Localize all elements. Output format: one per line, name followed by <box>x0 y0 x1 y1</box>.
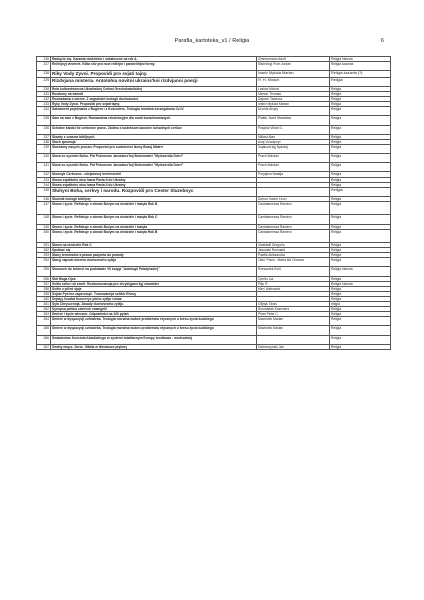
category-cell: Religia <box>330 116 391 125</box>
author-cell: Machinek Marian <box>257 317 330 326</box>
title-cell: Świety mięcz. Seria : Biblia w literaturze pięknej <box>51 344 257 349</box>
row-number-cell: 245 <box>37 187 51 196</box>
category-cell: Religia <box>330 242 391 247</box>
title-cell: Słownyk Cerkovno - obrjadovoj terminolohii <box>51 172 257 177</box>
table-row <box>37 317 391 326</box>
row-number-cell: 263 <box>37 312 51 317</box>
table-row <box>37 344 391 349</box>
row-number-cell: 258 <box>37 286 51 291</box>
author-cell: Cantalamessa Raniero <box>257 229 330 242</box>
category-cell: Religia <box>330 317 391 326</box>
row-number-cell: 247 <box>37 202 51 215</box>
title-cell: Słowo i życie. Refleksje o słowie Bożym na niedziele i święta Rok B <box>51 202 257 215</box>
table-row <box>37 77 391 86</box>
row-number-cell: 226 <box>37 57 51 62</box>
title-cell: Stany terminalne a prawo pacjenta do prawdy <box>51 253 257 258</box>
title-cell: Słowo svjatitoho otca Ivana Pavla II do Ukrainy <box>51 182 257 187</box>
author-cell: Machinek Marian <box>257 326 330 335</box>
title-cell: Rozdumy na samoti <box>51 91 257 96</box>
page-header <box>0 36 424 46</box>
title-cell: Rola kulturotwórcza Ukraińskiej Cerkwi Greckokatolickiej <box>51 86 257 91</box>
title-cell: Świadectwo Kościoła Katolickiego w systemi totalitarnym Europy środkowo - wschodniej <box>51 335 257 344</box>
title-cell: Syla Chryscennja. Zasady duchovnoho zyttja. <box>51 302 257 307</box>
row-number-cell: 250 <box>37 229 51 242</box>
author-cell: Purjajeva Natalja <box>257 172 330 177</box>
row-number-cell: 255 <box>37 267 51 276</box>
author-cell: Ivaniv Mykola Marian <box>257 71 330 77</box>
category-cell: Religia <box>330 291 391 296</box>
category-cell: Religia <box>330 258 391 267</box>
category-cell: Religia <box>330 107 391 116</box>
row-number-cell: 236 <box>37 125 51 134</box>
row-number-cell: 235 <box>37 116 51 125</box>
title-cell: Spotkać się <box>51 247 257 252</box>
title-cell: Ryky Vody Zyvoi. Propovidi pro svjati tajny. <box>51 102 257 107</box>
table-row <box>37 62 391 71</box>
table-row <box>37 202 391 215</box>
author-cell: Zimmermann Adolf <box>257 57 330 62</box>
category-cell: Religia <box>330 286 391 291</box>
author-cell <box>257 187 330 196</box>
table-row <box>37 215 391 224</box>
row-number-cell: 238 <box>37 139 51 144</box>
table-row <box>37 125 391 134</box>
page-number: 6 <box>380 38 384 44</box>
title-cell: Słach zjasinnja <box>51 139 257 144</box>
title-cell: Riky Vody Zyvoi. Propovidi pro svjati tajny. <box>51 71 257 77</box>
row-number-cell: 231 <box>37 91 51 96</box>
title-cell: Śmierć w dyspozycji człowieka. Teologia moralna wobec problemów etycznych u kresu życia ludzkiego <box>51 326 257 335</box>
row-number-cell: 230 <box>37 86 51 91</box>
category-cell: Religia <box>330 215 391 224</box>
category-cell: Religia <box>330 102 391 107</box>
author-cell: Cantalamessa Raniero <box>257 215 330 224</box>
category-cell: Religia historia <box>330 281 391 286</box>
title-cell: Slachamy nasych procan. Propovidi pro cudotvorni ikony Bozoj Materi <box>51 144 257 153</box>
author-cell: Drożdż Alojzy <box>257 107 330 116</box>
author-cell <box>257 335 330 344</box>
category-cell: Religia <box>330 312 391 317</box>
title-cell: Svitlo v pit'mi sjaje <box>51 286 257 291</box>
category-cell: Religia <box>330 125 391 134</box>
category-cell: Religia <box>330 144 391 153</box>
category-cell: Religia <box>330 154 391 163</box>
category-cell: Religia <box>330 296 391 301</box>
row-number-cell: 256 <box>37 276 51 281</box>
title-cell: Słowo i życie. Refleksje o słowie Bożym na niedziele i święta <box>51 224 257 229</box>
row-number-cell: 266 <box>37 335 51 344</box>
table-row <box>37 144 391 153</box>
author-cell: Pilju R. <box>257 281 330 286</box>
row-number-cell: 253 <box>37 253 51 258</box>
row-number-cell: 241 <box>37 163 51 172</box>
author-cell: Dufour Xavier Leon <box>257 196 330 201</box>
row-number-cell: 244 <box>37 182 51 187</box>
category-cell: Religia <box>330 229 391 242</box>
row-number-cell: 234 <box>37 107 51 116</box>
table-row <box>37 326 391 335</box>
author-cell: Lesiów Michał <box>257 86 330 91</box>
title-cell: Słuhyni Boha, cerkvy i narodu. Rozpovidi pro Cester Sluzebnyc <box>51 187 257 196</box>
row-number-cell: 264 <box>37 317 51 326</box>
author-cell: Jaworski Romuald <box>257 247 330 252</box>
row-number-cell: 251 <box>37 242 51 247</box>
category-cell: Religia <box>330 77 391 86</box>
author-cell: Men' Aleksandr <box>257 286 330 291</box>
category-cell: Religia <box>330 196 391 201</box>
category-cell: Religia <box>330 276 391 281</box>
author-cell: Olijnyk Taras <box>257 302 330 307</box>
category-cell: Religia <box>330 86 391 91</box>
row-number-cell: 243 <box>37 177 51 182</box>
title-cell: Radujcie się. Kazania niedzielne i świateczne na rok A. <box>51 57 257 62</box>
author-cell: Phan Peter C. <box>257 312 330 317</box>
row-number-cell: 240 <box>37 154 51 163</box>
author-cell: Merton Thomas <box>257 91 330 96</box>
author-cell: Dobraczyński Jan <box>257 344 330 349</box>
title-cell: Słowo i życie. Refleksje o słowie Bożym na niedziele i święta Rok C <box>51 215 257 224</box>
title-cell: Skarby z czasów biblijnych <box>51 134 257 139</box>
row-number-cell: 252 <box>37 247 51 252</box>
title-cell: Staryj zapovit dzerelo duchovnoho zyttja <box>51 258 257 267</box>
category-cell: Religia <box>330 172 391 177</box>
row-number-cell: 267 <box>37 344 51 349</box>
table-row <box>37 107 391 116</box>
table-row <box>37 267 391 276</box>
author-cell: Rzeszutek Emil <box>257 267 330 276</box>
author-cell: H. H. Kinach <box>257 77 330 86</box>
table-row <box>37 335 391 344</box>
row-number-cell: 233 <box>37 102 51 107</box>
title-cell: Relihijnyj vinehret. Klika slіv pro novі relіhіjnі і pararelіhіjnі formy. <box>51 62 257 71</box>
table-row <box>37 154 391 163</box>
title-cell: Śmierć w dyspozycji człowieka. Teologia moralna wobec problemów etycznych u kresu życia ludzkiego <box>51 317 257 326</box>
row-number-cell: 239 <box>37 144 51 153</box>
table-row <box>37 229 391 242</box>
author-cell: Ivaniv Mykola Marian <box>257 102 330 107</box>
row-number-cell: 242 <box>37 172 51 177</box>
title-cell: Stosunek do śmierci na podstawie VII księgi "Antologii Palatyńskiej" <box>51 267 257 276</box>
title-cell: Słowo svjatitoho otca Ivana Pavla II do Ukrainy <box>51 177 257 182</box>
category-cell: Religia <box>330 253 391 258</box>
category-cell: Religia <box>330 134 391 139</box>
row-number-cell: 228 <box>37 71 51 77</box>
title-cell: Słowo i życie. Refleksje o słowie Bożym na niedziele i święta Rok B <box>51 229 257 242</box>
category-cell: Religia <box>330 91 391 96</box>
title-cell: Svitlo svitu i sil zemli. Rozdumuvannja pro chrystyjans'kyj charakter <box>51 281 257 286</box>
title-cell: Słowo na niedziele Rok C <box>51 242 257 247</box>
category-cell: Religia <box>330 247 391 252</box>
row-number-cell: 262 <box>37 307 51 312</box>
category-cell: Religia historia <box>330 267 391 276</box>
author-cell: Rosmarlak Kazimierz <box>257 307 330 312</box>
title-cell: Synopsa pełska czterech ewangelii <box>51 307 257 312</box>
title-cell: Rizdvjana misteria. Antolohia novіtoi ukraіns'koi rizdvjanoi poezji <box>51 77 257 86</box>
document-title: Parafia_kartoteka_v1 / Religia <box>174 38 250 44</box>
author-cell: Cantalamessa Raniero <box>257 224 330 229</box>
title-cell: Svjatyj Josafat Kuncevyc jobho zyttja i doba <box>51 296 257 301</box>
title-cell: Słownik teologii biblijnej <box>51 196 257 201</box>
category-cell: Religia <box>330 224 391 229</box>
category-cell: Religia <box>330 187 391 196</box>
row-number-cell: 259 <box>37 291 51 296</box>
row-number-cell: 265 <box>37 326 51 335</box>
category-cell: Religia <box>330 326 391 335</box>
table-row <box>37 163 391 172</box>
category-cell: Religia <box>330 335 391 344</box>
title-cell: Sam na sam z Bogiem. Rozważania rekolekcyjne dla osób konsekrowanych <box>51 116 257 125</box>
title-cell: Rozważania o wierze. Z zagadnień teologii duchowości. <box>51 96 257 101</box>
category-cell: Religia <box>330 177 391 182</box>
row-number-cell: 257 <box>37 281 51 286</box>
author-cell: Prach Bohdan <box>257 154 330 163</box>
row-number-cell: 246 <box>37 196 51 201</box>
title-cell: Slava vo vysnich Bohu. Pid Pokrovom Jaroslavs'koj Bohomateri "Myloserdia Dveri" <box>51 154 257 163</box>
title-cell: Stół Boga Ojca <box>51 276 257 281</box>
row-number-cell: 260 <box>37 296 51 301</box>
table-row <box>37 116 391 125</box>
category-cell: religia <box>330 302 391 307</box>
category-cell: Religia <box>330 182 391 187</box>
category-cell: Religia <box>330 139 391 144</box>
author-cell: Platek Józef Stanisław <box>257 116 330 125</box>
row-number-cell: 249 <box>37 224 51 229</box>
author-cell: Vivaldelli Gregorio <box>257 242 330 247</box>
row-number-cell: 237 <box>37 134 51 139</box>
title-cell: Schidne katolic'ke cerkovne pravo. Zbidno z kodeksom kanoniv schodnych cerkov <box>51 125 257 134</box>
author-cell: Otec' Pavlo - Maria bid Chresta <box>257 258 330 267</box>
author-cell: Slivins'kyj Piotr Jordan <box>257 62 330 71</box>
category-cell: Religia <box>330 96 391 101</box>
category-cell: Religia historia <box>330 57 391 62</box>
category-cell: Religia <box>330 202 391 215</box>
catalog-table <box>36 56 391 350</box>
author-cell: Dajczer Tadeusz <box>257 96 330 101</box>
author-cell: Prach Bohdan <box>257 163 330 172</box>
author-cell: Pospisil Viktor D. <box>257 125 330 134</box>
row-number-cell: 227 <box>37 62 51 71</box>
author-cell: Pawlik Aleksandra <box>257 253 330 258</box>
category-cell: Religia <box>330 307 391 312</box>
row-number-cell: 229 <box>37 77 51 86</box>
author-cell: Cantalamessa Raniero <box>257 202 330 215</box>
title-cell: Sakrament pojednania z Bogiem i z Kościołem. Teologia moralna szczegółowa Cz.IV <box>51 107 257 116</box>
author-cell: Millard Alan <box>257 134 330 139</box>
category-cell: Religia kazania (?) <box>330 71 391 77</box>
title-cell: Slava vo vysnich Bohu. Pid Pokrovom Jaroslavs'koj Bohomateri "Myloserdia Dveri" <box>51 163 257 172</box>
author-cell: Vojakovs'kyj Nykolaj <box>257 144 330 153</box>
category-cell: Religia <box>330 344 391 349</box>
table-row <box>37 187 391 196</box>
author-cell: Avaj Volodymyr <box>257 139 330 144</box>
category-cell: Religia <box>330 163 391 172</box>
row-number-cell: 248 <box>37 215 51 224</box>
author-cell: Cerrito Lia <box>257 276 330 281</box>
table-row <box>37 258 391 267</box>
row-number-cell: 254 <box>37 258 51 267</box>
row-number-cell: 261 <box>37 302 51 307</box>
row-number-cell: 232 <box>37 96 51 101</box>
category-cell: Religia kazania <box>330 62 391 71</box>
title-cell: Svjate Pys'mo zaperecuje. Tvanuvannja svitkiv Ehovy <box>51 291 257 296</box>
title-cell: Śmierć i życie wieczne. Odpowiedzi na 100 pytań <box>51 312 257 317</box>
